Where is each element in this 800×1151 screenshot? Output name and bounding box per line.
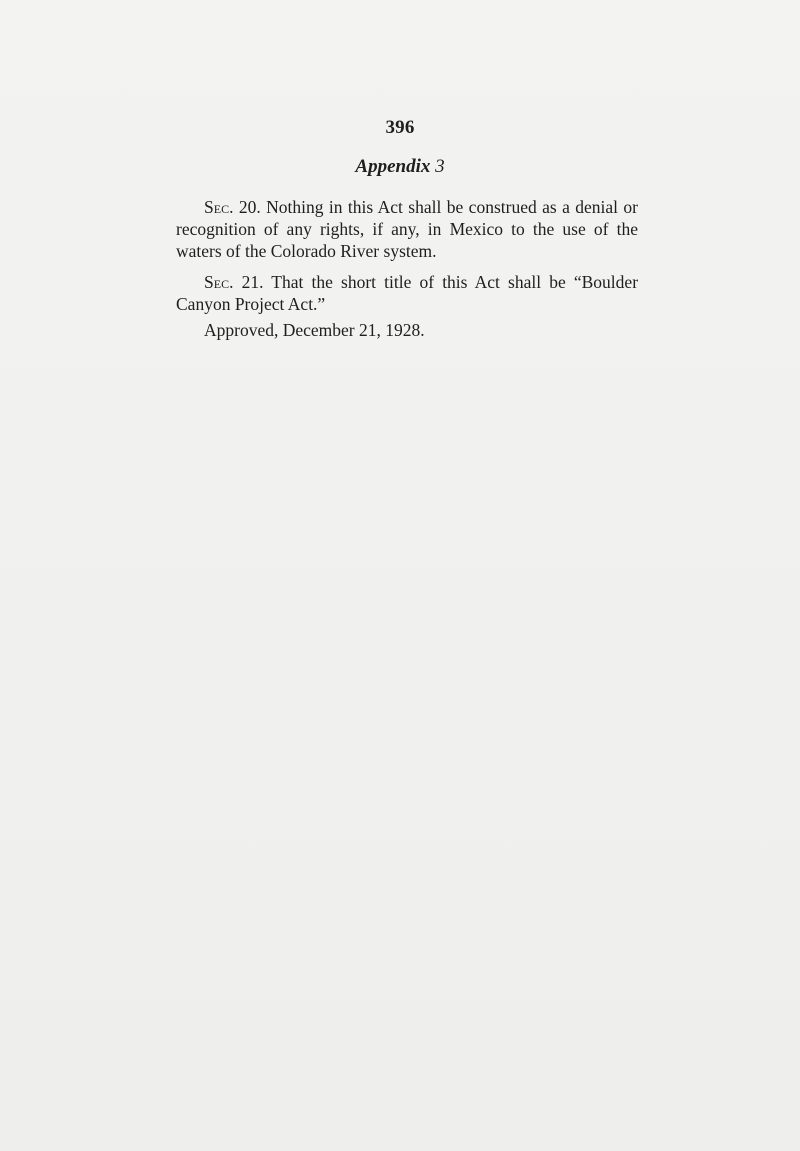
section-number: 21.: [241, 272, 264, 292]
running-head-number: 3: [435, 156, 445, 177]
running-head-title: Appendix: [355, 156, 431, 177]
section-label: Sec.: [204, 272, 234, 292]
section-text: That the short title of this Act shall be “Boulder Canyon Project Act.”: [176, 272, 639, 314]
section-label: Sec.: [204, 197, 234, 217]
section-21-paragraph: [176, 271, 638, 315]
section-20-paragraph: [176, 196, 638, 262]
section-text: Nothing in this Act shall be construed as a denial or recognition of any rights, if any, in Mexico to the use of the waters of the Colorado River system.: [176, 197, 638, 261]
page-number: 396: [385, 117, 415, 138]
section-21: [176, 271, 638, 315]
approval: [176, 319, 638, 341]
section-number: 20.: [238, 197, 261, 217]
approval-line: Approved, December 21, 1928.: [204, 320, 425, 340]
section-20: [176, 196, 638, 262]
running-head: [0, 156, 800, 178]
